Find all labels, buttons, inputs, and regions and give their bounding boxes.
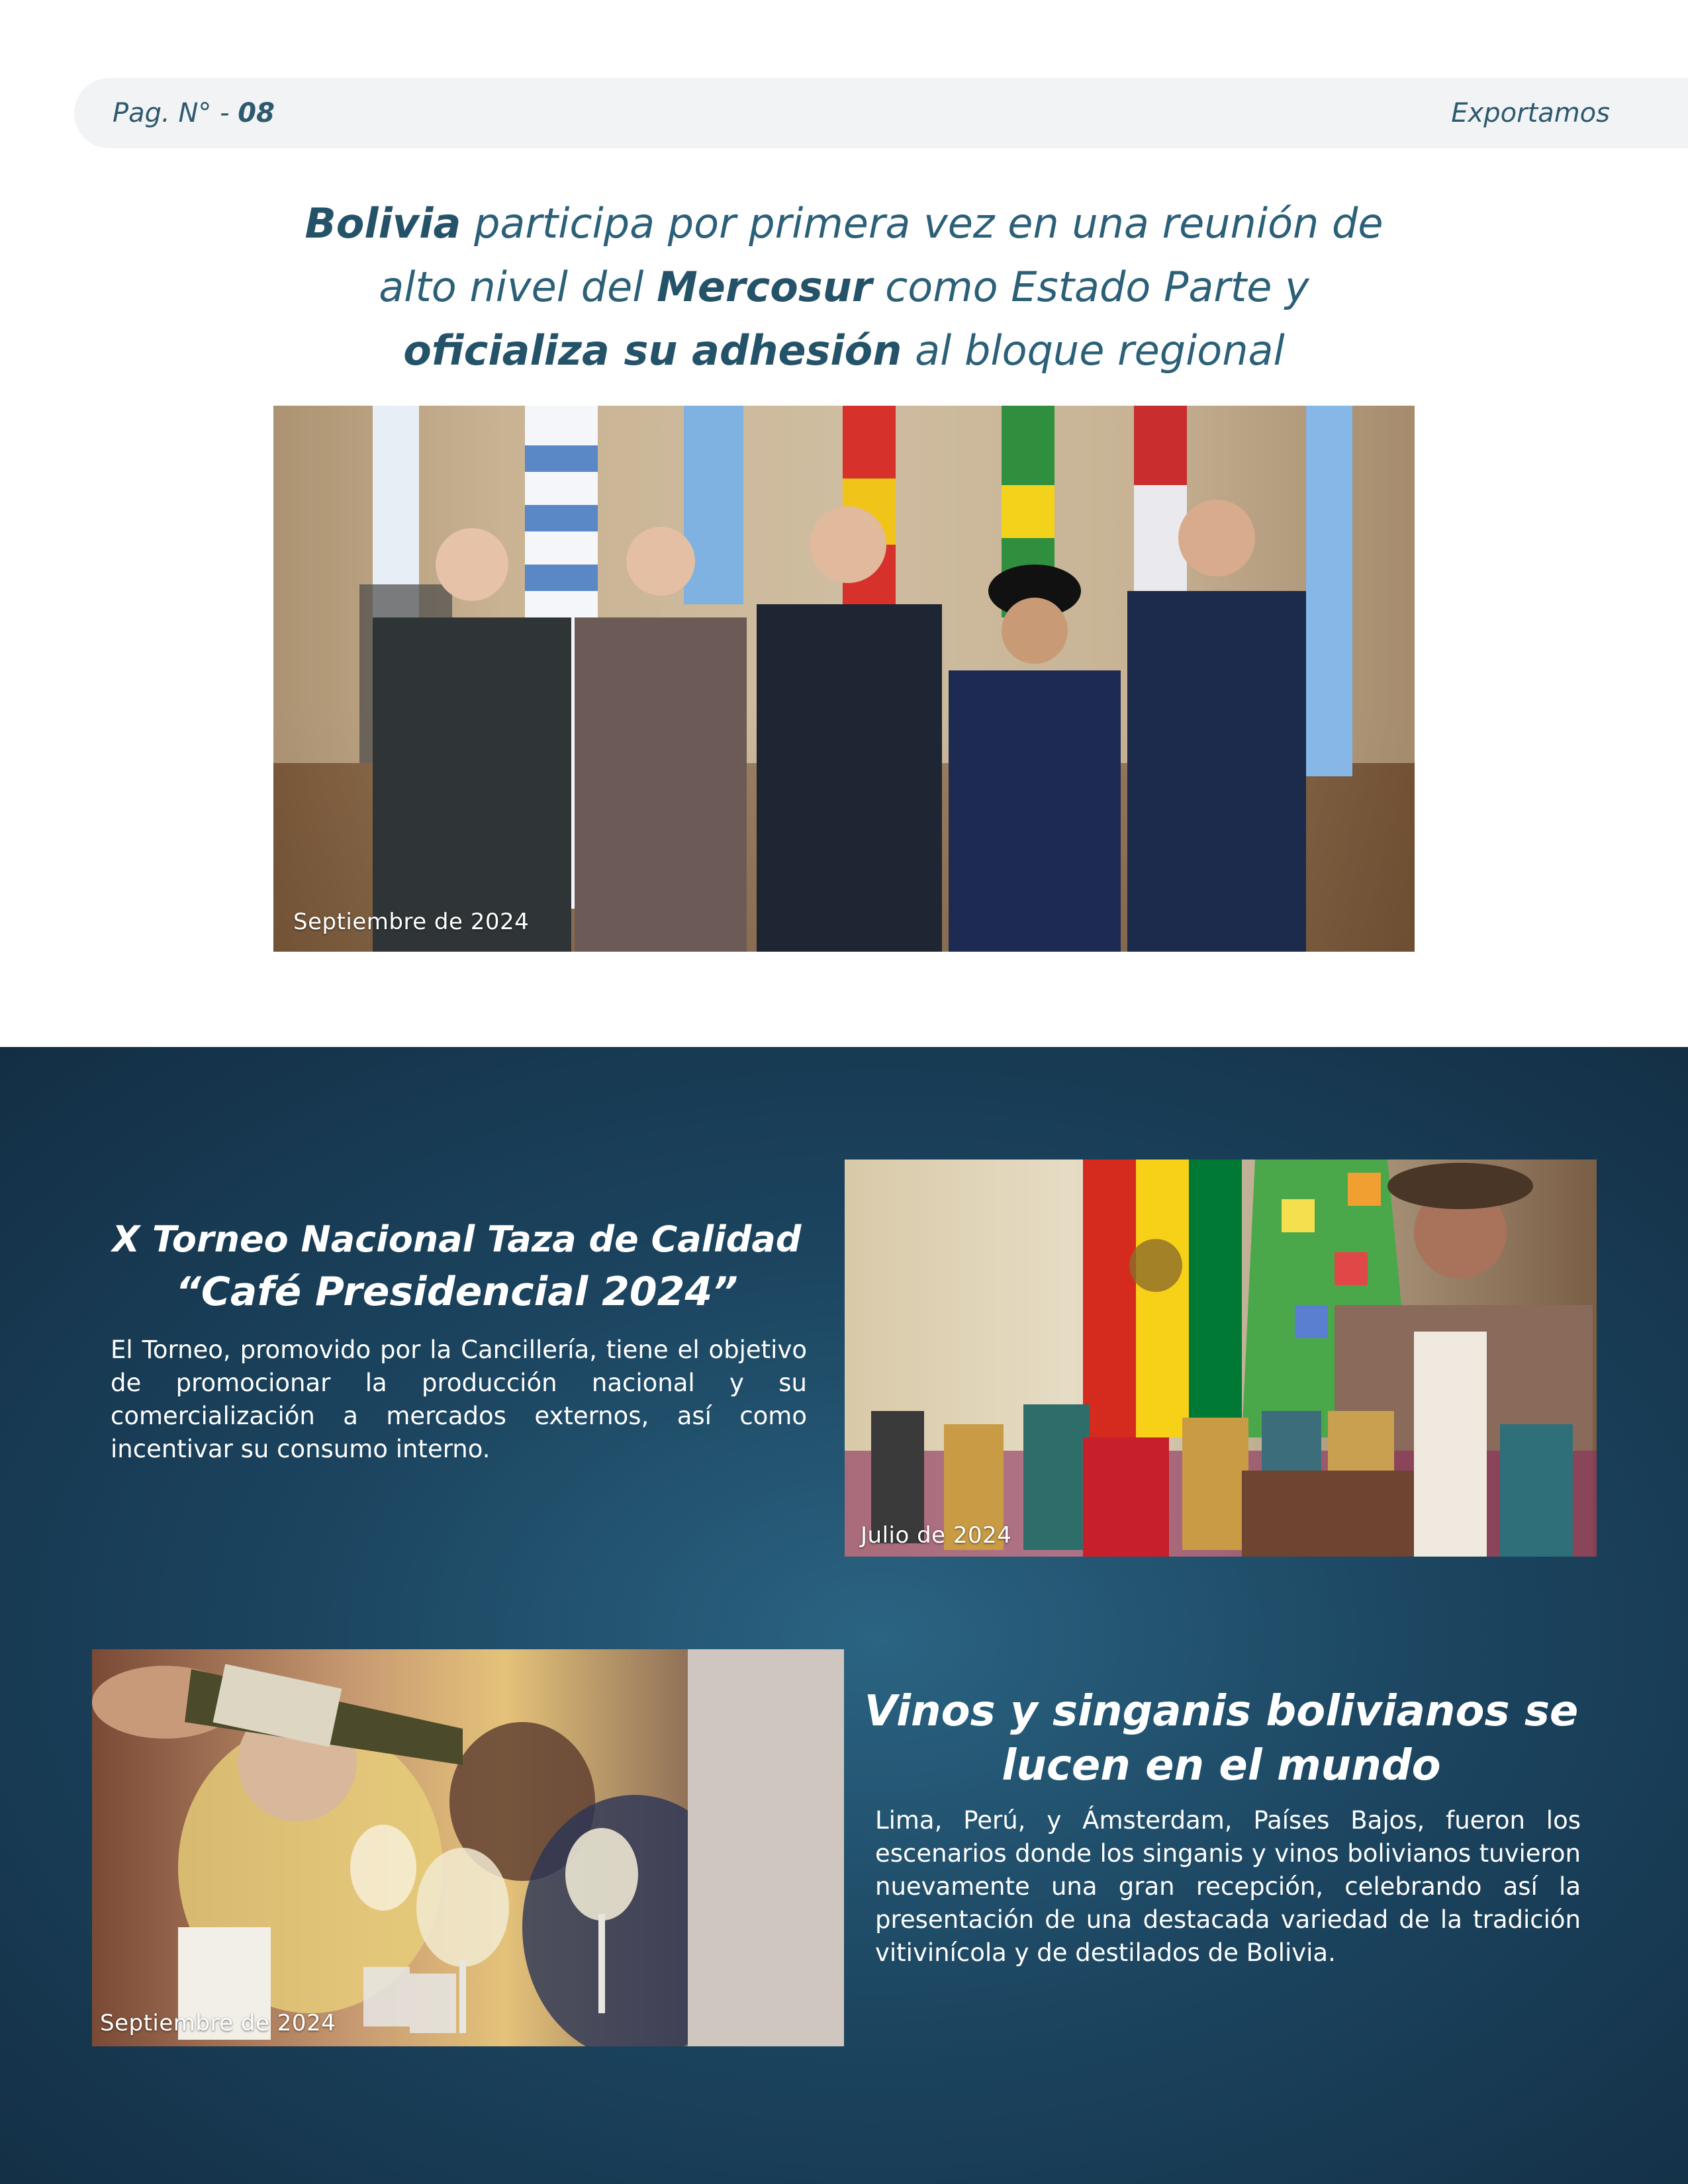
article-title-line-2: lucen en el mundo (1002, 1741, 1441, 1790)
headline-text: como Estado Parte y (872, 263, 1309, 311)
coffee-tournament-photo (845, 1160, 1597, 1557)
mercosur-meeting-illustration (273, 406, 1415, 952)
article-title-line-1: Vinos y singanis bolivianos se (864, 1687, 1579, 1736)
headline-bold-mercosur: Mercosur (657, 263, 872, 311)
page-number (113, 98, 275, 128)
photo-caption: Julio de 2024 (861, 1522, 1012, 1549)
article-body-wines: Lima, Perú, y Ámsterdam, Países Bajos, fueron los escenarios donde los singanis y vinos bolivianos tuvieron nuevamente una gran recepción, celebrando así la presentación de una destacada variedad de la tradición vitivinícola y de destilados de Bolivia. (875, 1806, 1581, 1967)
photo-caption: Septiembre de 2024 (100, 2010, 336, 2036)
headline-bold-bolivia: Bolivia (305, 199, 461, 248)
headline-text: alto nivel del (379, 263, 657, 311)
section-name: Exportamos (1451, 98, 1610, 128)
wine-tasting-photo (92, 1649, 844, 2046)
page-header (74, 78, 1688, 148)
article-title-line-2: “Café Presidencial 2024” (175, 1269, 738, 1315)
page-number-prefix: Pag. N° - (113, 98, 238, 128)
headline-text: al bloque regional (902, 326, 1285, 375)
wine-tasting-illustration (92, 1649, 844, 2046)
page-number-value: 08 (238, 98, 275, 128)
headline-text: participa por primera vez en una reunión de (461, 199, 1383, 248)
headline-bold-adhesion: oficializa su adhesión (403, 326, 902, 375)
coffee-tournament-illustration (845, 1160, 1597, 1557)
article-title-wines (864, 1684, 1579, 1793)
headline-line-2 (199, 255, 1489, 319)
mercosur-meeting-photo (273, 406, 1415, 952)
article-title-coffee (99, 1214, 814, 1319)
photo-caption: Septiembre de 2024 (293, 909, 530, 935)
headline-line-1 (199, 192, 1489, 255)
headline-line-3 (199, 319, 1489, 383)
article-title-line-1: X Torneo Nacional Taza de Calidad (112, 1218, 802, 1260)
article-body-coffee: El Torneo, promovido por la Cancillería, tiene el objetivo de promocionar la producción nacional y su comercialización a mercados externos, así como incentivar su consumo interno. (111, 1336, 807, 1463)
main-headline (199, 192, 1489, 383)
